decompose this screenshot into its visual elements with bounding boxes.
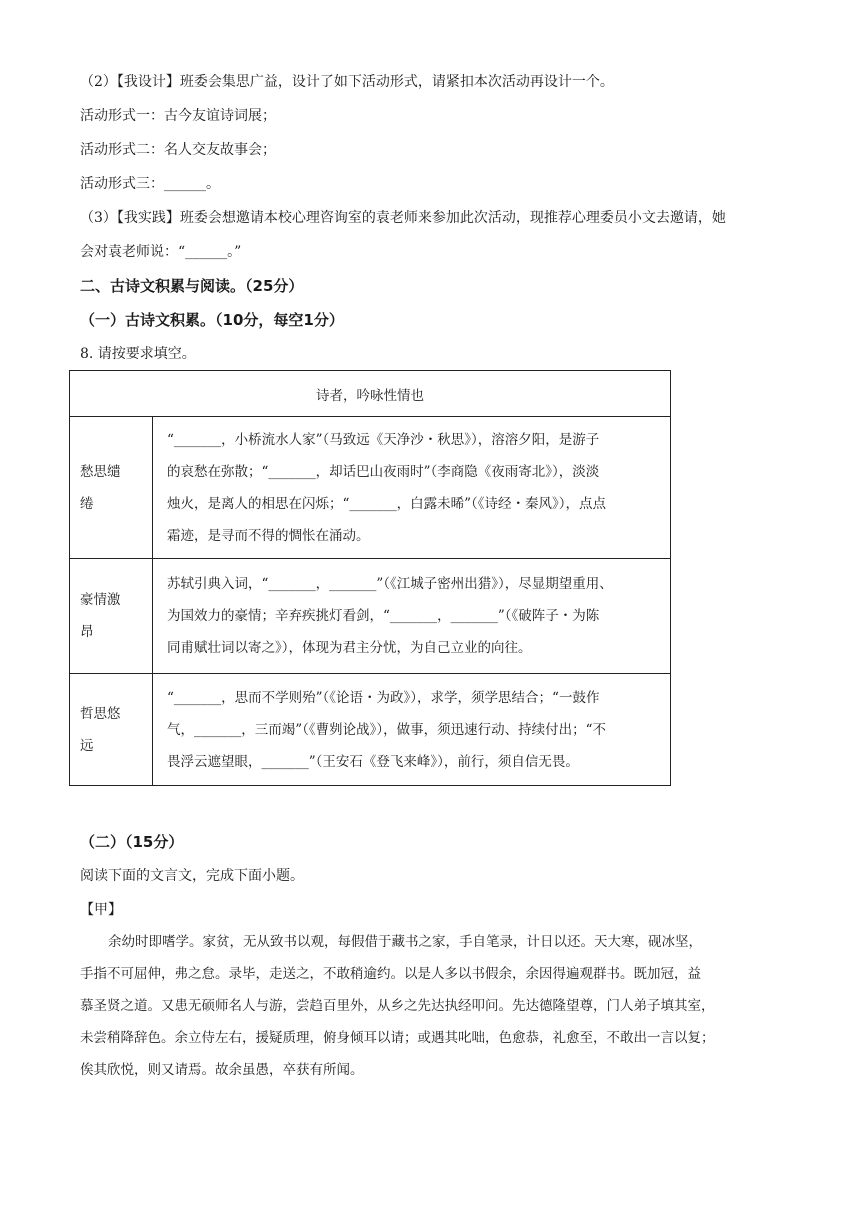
design-question: （2）【我设计】班委会集思广益，设计了如下活动形式，请紧扣本次活动再设计一个。 — [80, 74, 614, 90]
category-cell — [70, 559, 153, 674]
category-text: 绻 — [80, 495, 94, 512]
table-row — [70, 559, 671, 674]
question-8: 8. 请按要求填空。 — [80, 346, 196, 362]
passage-label: 【甲】 — [80, 902, 122, 918]
passage-line: 手指不可屈伸，弗之怠。录毕，走送之，不敢稍逾约。以是人多以书假余，余因得遍观群书。既加冠，益 — [80, 966, 701, 982]
content-line: 畏浮云遮望眼，_______”（王安石《登飞来峰》），前行，须自信无畏。 — [167, 753, 579, 770]
category-text: 哲思悠 — [80, 705, 121, 722]
passage-line: 未尝稍降辞色。余立侍左右，援疑质理，俯身倾耳以请；或遇其叱咄，色愈恭，礼愈至，不敢出一言以复； — [80, 1030, 715, 1046]
content-line: 的哀愁在弥散；“_______，却话巴山夜雨时”（李商隐《夜雨寄北》），淡淡 — [167, 463, 600, 480]
subsection-title: （一）古诗文积累。（10分，每空1分） — [80, 311, 344, 329]
content-line: 气，_______，三而竭”（《曹刿论战》），做事，须迅速行动、持续付出；“不 — [167, 721, 607, 738]
category-text: 愁思缱 — [80, 463, 121, 480]
content-line: “_______，思而不学则殆”（《论语・为政》），求学，须学思结合；“一鼓作 — [167, 689, 600, 706]
table-row — [70, 417, 671, 559]
practice-question-line-1: （3）【我实践】班委会想邀请本校心理咨询室的袁老师来参加此次活动，现推荐心理委员小文去邀请，她 — [80, 210, 726, 226]
category-text: 昂 — [80, 624, 94, 640]
classical-passage — [80, 926, 780, 1086]
content-cell — [153, 417, 671, 559]
section-title: 二、古诗文积累与阅读。（25分） — [80, 277, 304, 295]
passage-line: 余幼时即嗜学。家贫，无从致书以观，每假借于藏书之家，手自笔录，计日以还。天大寒，砚冰坚， — [108, 934, 702, 950]
content-line: 同甫赋壮词以寄之》），体现为君主分忧，为自己立业的向往。 — [167, 640, 532, 656]
table-row — [70, 674, 671, 786]
category-cell — [70, 674, 153, 786]
practice-question-line-2: 会对袁老师说：“______。” — [80, 244, 242, 260]
activity-form-2: 活动形式二：名人交友故事会； — [80, 142, 276, 158]
content-line: 为国效力的豪情；辛弃疾挑灯看剑，“_______，_______”（《破阵子・为陈 — [167, 608, 600, 624]
table-header-row — [70, 371, 671, 417]
poetry-table — [69, 370, 671, 786]
content-line: “_______，小桥流水人家”（马致远《天净沙・秋思》），溶溶夕阳，是游子 — [167, 431, 600, 448]
content-line: 苏轼引典入词，“_______，_______”（《江城子密州出猎》），尽显期望重用、 — [167, 576, 613, 592]
content-cell — [153, 674, 671, 786]
table-header: 诗者，吟咏性情也 — [70, 371, 671, 417]
activity-form-1: 活动形式一：古今友谊诗词展； — [80, 108, 276, 124]
passage-line: 慕圣贤之道。又患无硕师名人与游，尝趋百里外，从乡之先达执经叩问。先达德隆望尊，门人弟子填其室， — [80, 998, 715, 1014]
category-text: 豪情激 — [80, 592, 121, 608]
category-cell — [70, 417, 153, 559]
category-text: 远 — [80, 737, 94, 754]
content-line: 烛火，是离人的相思在闪烁；“_______，白露未晞”（《诗经・秦风》），点点 — [167, 495, 607, 512]
content-line: 霜迹，是寻而不得的惆怅在涌动。 — [167, 527, 370, 544]
reading-instruction: 阅读下面的文言文，完成下面小题。 — [80, 868, 304, 884]
content-cell — [153, 559, 671, 674]
part-2-title: （二）（15分） — [80, 833, 184, 851]
passage-line: 俟其欣悦，则又请焉。故余虽愚，卒获有所闻。 — [80, 1062, 364, 1078]
activity-form-3: 活动形式三：______。 — [80, 176, 220, 192]
